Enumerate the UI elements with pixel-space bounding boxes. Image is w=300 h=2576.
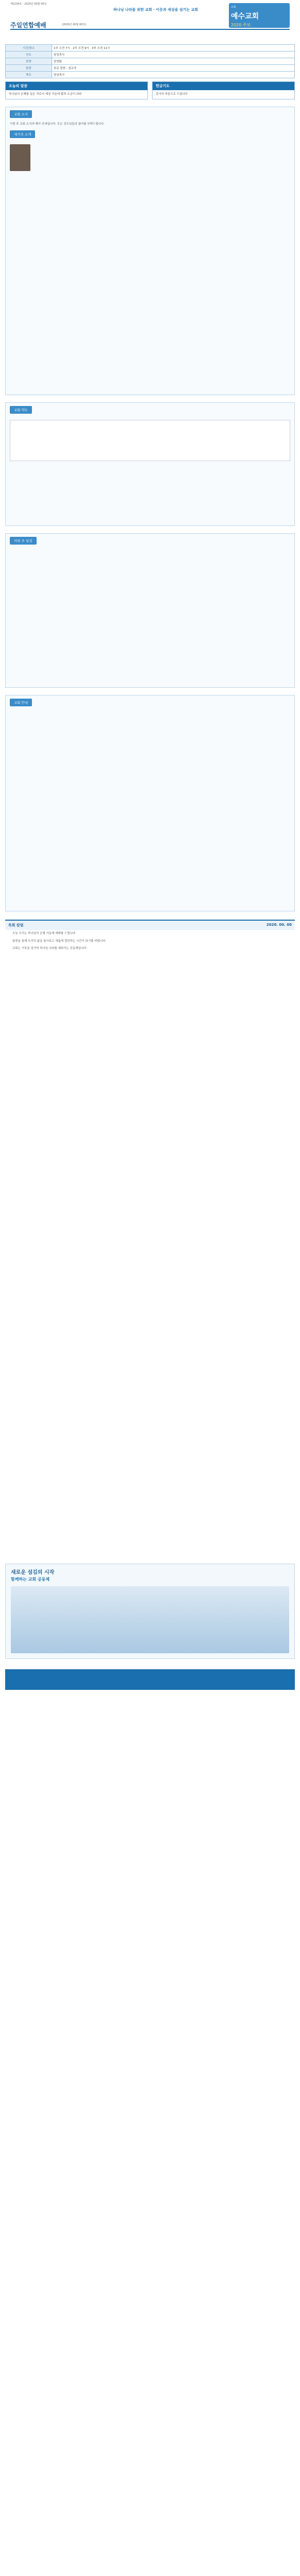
schedule-section [5, 533, 295, 688]
service-row [6, 52, 295, 58]
page-subtitle: (2020년 00월 00일) [62, 23, 87, 26]
article-paragraph: 교회는 이웃을 섬기며 하나님 나라를 세워가는 공동체입니다. [12, 947, 88, 950]
service-value: 1부 오전 7시 · 2부 오전 9시 · 3부 오전 11시 [52, 45, 295, 52]
header [5, 0, 295, 44]
ad-subtitle: 함께하는 교회 공동체 [11, 1577, 50, 1582]
word-box [5, 81, 148, 99]
divider [10, 29, 290, 30]
service-row [6, 58, 295, 65]
service-value: 찬양팀 [52, 58, 295, 65]
article-header [5, 921, 295, 930]
church-map [10, 420, 290, 461]
offering-box [152, 81, 295, 99]
service-label: 찬양 [6, 58, 52, 65]
service-value: 담임목사 [52, 72, 295, 78]
page-title: 주일연합예배 [10, 22, 46, 29]
map-title: 교회 약도 [10, 406, 32, 414]
word-box-body: 하나님의 은혜를 입은 자로서 세상 가운데 빛과 소금이 되라 [9, 93, 82, 96]
ad-banner [5, 1564, 295, 1659]
service-row [6, 45, 295, 52]
article-paragraph: 말씀을 통해 우리의 삶을 돌아보고 새롭게 결단하는 시간이 되기를 바랍니다. [12, 939, 107, 943]
service-label: 말씀 [6, 65, 52, 72]
offering-box-title: 헌금기도 [153, 82, 294, 90]
church-name: 교회 [231, 6, 236, 9]
church-logo [229, 3, 290, 28]
service-row [6, 65, 295, 72]
footer-bar [5, 1669, 295, 1690]
article-paragraph: 오늘 우리는 하나님의 은혜 가운데 예배를 드립니다. [12, 932, 76, 935]
church-year: 2020 주보 [231, 23, 251, 27]
service-value: 담임목사 [52, 52, 295, 58]
service-label: 인도 [6, 52, 52, 58]
article-title: 목회 칼럼 [8, 923, 24, 927]
word-box-title: 오늘의 말씀 [6, 82, 147, 90]
profile-title: 새가족 소개 [10, 130, 35, 138]
service-row [6, 72, 295, 78]
volume-text: 제1234호 · 2020년 00월 00일 [10, 3, 47, 6]
service-table [5, 44, 295, 78]
church-mark: 예수교회 [231, 12, 259, 21]
service-label: 축도 [6, 72, 52, 78]
news-title: 교회 소식 [10, 110, 32, 118]
news-body: 이번 주 교회 소식과 행사 안내입니다. 모든 성도님들의 참여를 부탁드립니다. [10, 123, 105, 126]
service-label: 시간/장소 [6, 45, 52, 52]
ad-title: 새로운 섬김의 시작 [11, 1570, 55, 1575]
profile [6, 141, 294, 174]
article-date: 2020. 00. 00 [266, 923, 292, 927]
article [5, 920, 295, 1548]
guide-title: 교회 안내 [10, 699, 32, 706]
service-value: 본문 말씀 · 설교자 [52, 65, 295, 72]
offering-box-body: 감사의 마음으로 드립니다 [156, 93, 188, 96]
ad-image [11, 1586, 289, 1653]
guide-section [5, 695, 295, 911]
slogan: 하나님 나라를 위한 교회 · 이웃과 세상을 섬기는 교회 [113, 8, 198, 12]
map-section [5, 402, 295, 526]
schedule-title: 이번 주 일정 [10, 537, 37, 545]
info-boxes [5, 81, 295, 99]
profile-photo [10, 144, 30, 171]
news-section [5, 107, 295, 395]
